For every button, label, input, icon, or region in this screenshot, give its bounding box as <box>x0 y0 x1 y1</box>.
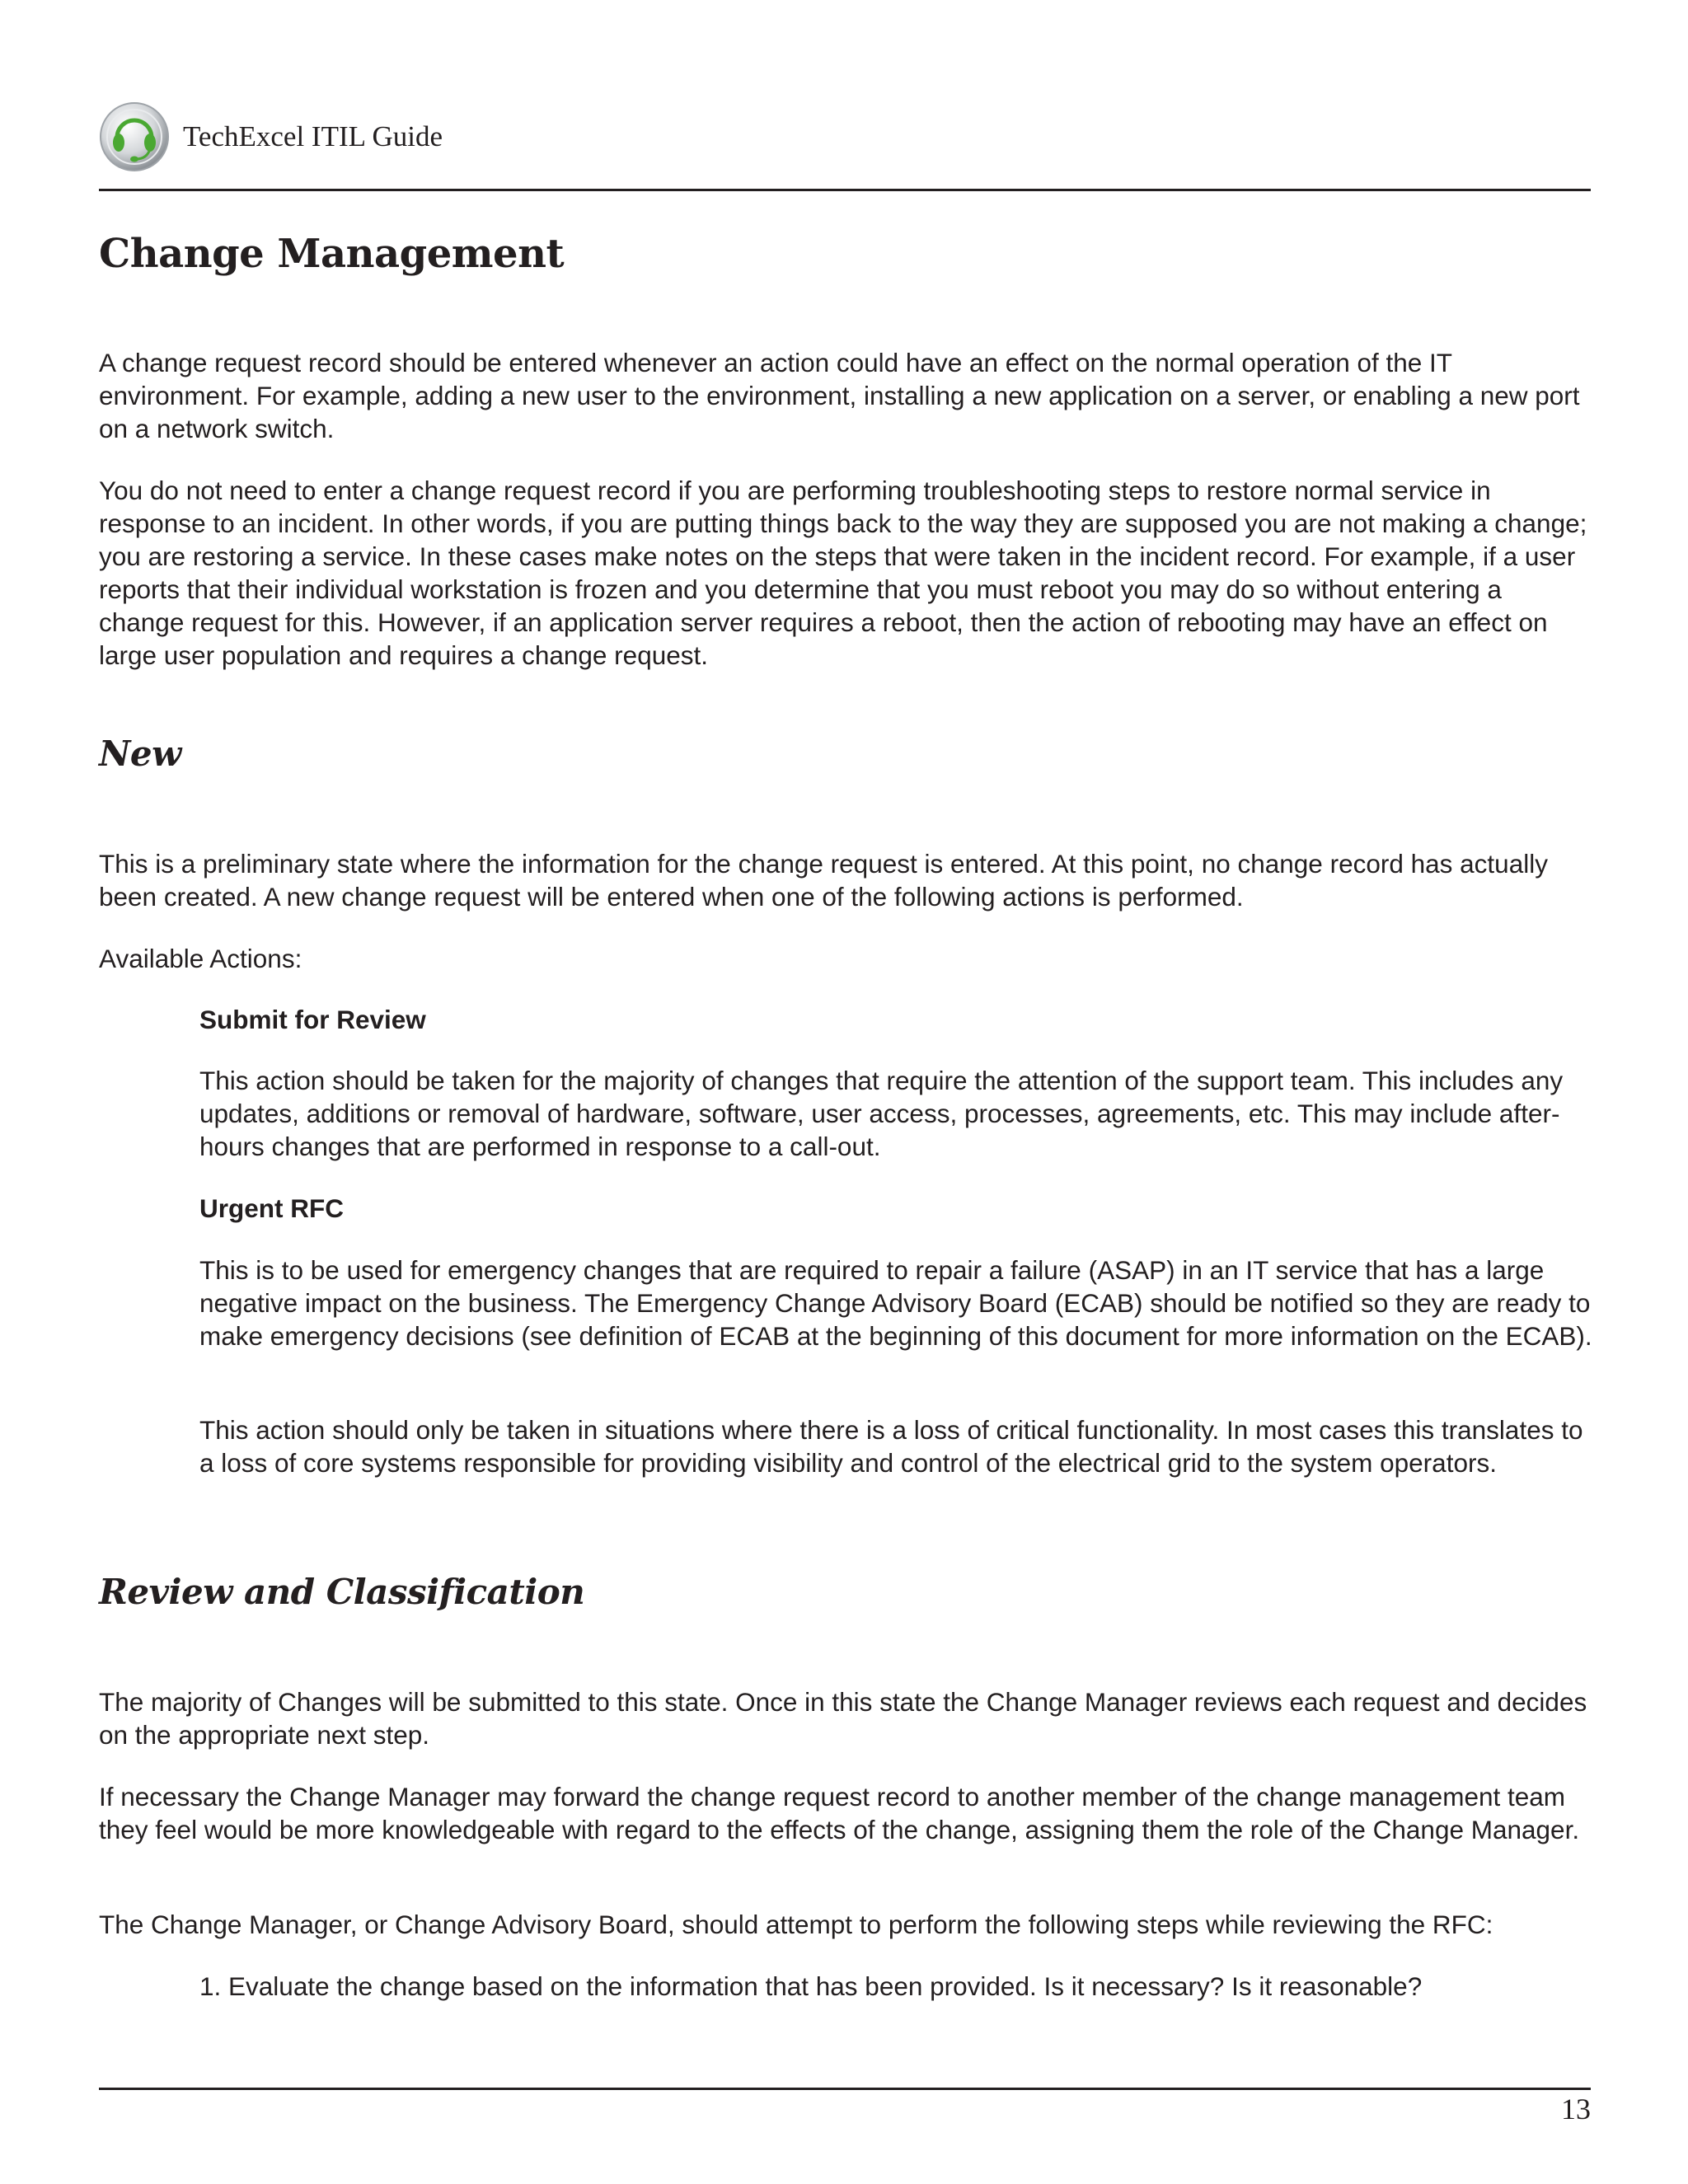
header-divider <box>99 189 1591 191</box>
available-actions-label: Available Actions: <box>99 944 302 973</box>
page-header <box>99 97 1591 176</box>
intro-paragraph-1: A change request record should be entered whenever an action could have an effect on the normal operation of the IT environment. For example, adding a new user to the environment, installing a new application on a server, or enabling a new port on a network switch. <box>99 348 1580 443</box>
review-paragraph-2: If necessary the Change Manager may forward the change request record to another member of the change management team they feel would be more knowledgeable with regard to the effects of the change, assigning them the role of the Change Manager. <box>99 1782 1580 1844</box>
header-title: TechExcel ITIL Guide <box>183 120 443 152</box>
new-paragraph: This is a preliminary state where the information for the change request is entered. At this point, no change record has actually been created. A new change request will be entered when one of the following actions is performed. <box>99 849 1548 912</box>
review-paragraph-1: The majority of Changes will be submitted to this state. Once in this state the Change Manager reviews each request and decides on the appropriate next step. <box>99 1687 1587 1750</box>
headset-globe-icon <box>99 101 170 172</box>
review-step-1: 1. Evaluate the change based on the information that has been provided. Is it necessary? Is it reasonable? <box>199 1971 1423 2001</box>
action-title-submit-for-review: Submit for Review <box>199 1005 426 1034</box>
intro-paragraph-2: You do not need to enter a change request record if you are performing troubleshooting steps to restore normal service in response to an incident. In other words, if you are putting things back to the way they are supposed you are not making a change; you are restoring a service. In these cases make notes on the steps that were taken in the incident record. For example, if a user reports that their individual workstation is frozen and you determine that you must reboot you may do so without entering a change request for this. However, if an application server requires a reboot, then the action of rebooting may have an effect on large user population and requires a change request. <box>99 476 1587 670</box>
action-description-urgent-rfc-2: This action should only be taken in situations where there is a loss of critical functionality. In most cases this translates to a loss of core systems responsible for providing visibility and control of the electrical grid to the system operators. <box>199 1415 1583 1478</box>
action-description-urgent-rfc-1: This is to be used for emergency changes that are required to repair a failure (ASAP) in an IT service that has a large negative impact on the business. The Emergency Change Advisory Board (ECAB) should be notified so they are ready to make emergency decisions (see definition of ECAB at the beginning of this document for more information on the ECAB). <box>199 1255 1592 1351</box>
section-heading-new: New <box>99 733 181 774</box>
action-description-submit-for-review: This action should be taken for the majority of changes that require the attention of the support team. This includes any updates, additions or removal of hardware, software, user access, processes, agreements, etc. This may include after-hours changes that are performed in response to a call-out. <box>199 1066 1564 1161</box>
review-paragraph-3: The Change Manager, or Change Advisory Board, should attempt to perform the following steps while reviewing the RFC: <box>99 1910 1493 1939</box>
page-number: 13 <box>1561 2093 1591 2125</box>
footer-divider <box>99 2088 1591 2090</box>
action-title-urgent-rfc: Urgent RFC <box>199 1193 344 1223</box>
page-title: Change Management <box>99 231 565 277</box>
section-heading-review-and-classification: Review and Classification <box>99 1572 585 1612</box>
